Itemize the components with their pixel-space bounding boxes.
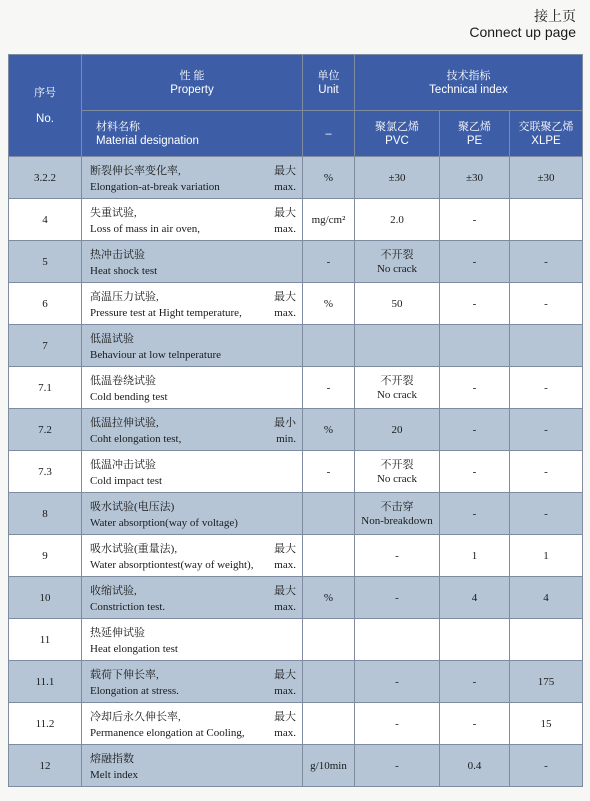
pvc-cell [355,367,440,409]
pvc-cell [355,283,440,325]
pe-cell: 1 [440,535,510,577]
pvc-value-en: No crack [376,388,417,401]
row-number: 5 [9,241,82,283]
pvc-value: - [395,549,399,562]
row-number: 7.1 [9,367,82,409]
pe-cell: 0.4 [440,745,510,787]
xlpe-cell: 15 [510,703,583,745]
xlpe-cell [510,619,583,661]
property-qcn: 最小 [274,417,296,429]
property-en: Coht elongation test, [90,433,182,445]
header-unit-dash: – [303,111,355,157]
pvc-cell [355,619,440,661]
property-cell [82,199,303,241]
pvc-value: 不击穿 [380,500,414,513]
property-en: Melt index [90,769,138,781]
property-en: Behaviour at low telnperature [90,349,222,361]
header-pe: 聚乙烯 PE [440,111,510,157]
unit-cell: - [303,367,355,409]
row-number: 4 [9,199,82,241]
property-cn: 热冲击试验 [90,249,145,261]
pvc-value-en: No crack [376,262,417,275]
pe-cell: - [440,493,510,535]
pe-cell [440,619,510,661]
unit-cell: % [303,283,355,325]
xlpe-cell: 4 [510,577,583,619]
row-number: 8 [9,493,82,535]
unit-cell [303,703,355,745]
property-qcn: 最大 [274,291,296,303]
pvc-cell [355,577,440,619]
property-en: Water absorptiontest(way of weight), [90,559,254,571]
header-technical-index: 技术指标 Technical index [355,55,583,111]
unit-cell: % [303,157,355,199]
pe-cell: - [440,367,510,409]
pvc-value: - [395,591,399,604]
table-row [9,409,583,451]
pvc-cell [355,325,440,367]
pvc-cell [355,199,440,241]
property-cn: 低温冲击试验 [90,459,156,471]
table-row [9,577,583,619]
pe-cell: - [440,241,510,283]
header-unit: 单位 Unit [303,55,355,111]
property-cn: 失重试验, [90,207,137,219]
pe-cell: - [440,451,510,493]
xlpe-cell: - [510,409,583,451]
table-row [9,367,583,409]
property-qen: max. [274,559,296,571]
table-row [9,241,583,283]
pvc-value: 不开裂 [380,458,414,471]
property-cell [82,451,303,493]
pvc-value: - [395,759,399,772]
property-qen: max. [274,727,296,739]
row-number: 7.2 [9,409,82,451]
pvc-cell [355,493,440,535]
pe-cell: ±30 [440,157,510,199]
property-cn: 热延伸试验 [90,627,145,639]
xlpe-cell: 1 [510,535,583,577]
row-number: 7.3 [9,451,82,493]
continue-label-cn: 接上页 [534,10,576,25]
row-number: 7 [9,325,82,367]
unit-cell [303,619,355,661]
row-number: 11.2 [9,703,82,745]
property-cell [82,325,303,367]
property-qcn: 最大 [274,669,296,681]
property-cell [82,619,303,661]
property-cell [82,241,303,283]
xlpe-cell: - [510,241,583,283]
pe-cell: 4 [440,577,510,619]
xlpe-cell: ±30 [510,157,583,199]
xlpe-cell: - [510,283,583,325]
pvc-cell [355,703,440,745]
property-en: Pressure test at Hight temperature, [90,307,242,319]
header-material-designation: 材料名称 Material designation [82,111,303,157]
property-en: Constriction test. [90,601,166,613]
xlpe-cell: - [510,367,583,409]
xlpe-cell: - [510,493,583,535]
property-cn: 冷却后永久伸长率, [90,711,181,723]
property-cell [82,493,303,535]
xlpe-cell [510,199,583,241]
row-number: 12 [9,745,82,787]
property-qcn: 最大 [274,207,296,219]
table-row [9,493,583,535]
table-row [9,535,583,577]
pvc-cell [355,451,440,493]
unit-cell: % [303,577,355,619]
table-row [9,283,583,325]
property-cn: 断裂伸长率变化率, [90,165,181,177]
table-row [9,199,583,241]
unit-cell [303,493,355,535]
property-en: Permanence elongation at Cooling, [90,727,245,739]
property-cell [82,661,303,703]
table-row [9,661,583,703]
continue-label-en: Connect up page [469,24,576,40]
property-en: Elongation at stress. [90,685,179,697]
header-row-1 [9,55,583,111]
property-cn: 低温拉伸试验, [90,417,159,429]
property-en: Loss of mass in air oven, [90,223,200,235]
property-en: Cold impact test [90,475,163,487]
xlpe-cell: - [510,745,583,787]
property-qcn: 最大 [274,165,296,177]
property-qen: min. [276,433,296,445]
property-qen: max. [274,181,296,193]
pvc-value: 20 [391,423,403,436]
property-cn: 熔融指数 [90,753,134,765]
property-cn: 吸水试验(重量法), [90,543,178,555]
pe-cell: - [440,661,510,703]
row-number: 11 [9,619,82,661]
property-cn: 低温试验 [90,333,134,345]
property-en: Heat elongation test [90,643,178,655]
property-en: Heat shock test [90,265,158,277]
row-number: 10 [9,577,82,619]
pe-cell: - [440,409,510,451]
property-cell [82,703,303,745]
property-qcn: 最大 [274,585,296,597]
property-cell [82,157,303,199]
pe-cell: - [440,199,510,241]
pe-cell: - [440,283,510,325]
header-row-2 [9,111,583,157]
header-no: 序号 No. [9,55,82,157]
row-number: 9 [9,535,82,577]
xlpe-cell: - [510,451,583,493]
pe-cell [440,325,510,367]
property-cell [82,745,303,787]
unit-cell [303,535,355,577]
row-number: 11.1 [9,661,82,703]
pvc-cell [355,241,440,283]
pvc-value: - [395,675,399,688]
property-qen: max. [274,685,296,697]
unit-cell [303,661,355,703]
pvc-cell [355,535,440,577]
property-cn: 载荷下伸长率, [90,669,159,681]
header-xlpe: 交联聚乙烯 XLPE [510,111,583,157]
pvc-value: 不开裂 [380,248,414,261]
table-row [9,157,583,199]
xlpe-cell: 175 [510,661,583,703]
property-qcn: 最大 [274,711,296,723]
unit-cell [303,325,355,367]
pvc-value-en: Non-breakdown [361,514,433,527]
property-cell [82,283,303,325]
property-en: Cold bending test [90,391,168,403]
property-cell [82,367,303,409]
pvc-value: - [395,717,399,730]
property-en: Water absorption(way of voltage) [90,517,238,529]
property-cn: 高温压力试验, [90,291,159,303]
property-qen: max. [274,223,296,235]
pvc-cell [355,157,440,199]
unit-cell: % [303,409,355,451]
table-row [9,703,583,745]
property-cell [82,577,303,619]
table-row [9,451,583,493]
pvc-value: 50 [391,297,403,310]
pvc-cell [355,745,440,787]
property-cn: 低温卷绕试验 [90,375,156,387]
unit-cell: mg/cm² [303,199,355,241]
pvc-cell [355,661,440,703]
property-cell [82,535,303,577]
pvc-cell [355,409,440,451]
table-row [9,619,583,661]
property-cell [82,409,303,451]
table-row [9,745,583,787]
unit-cell: - [303,241,355,283]
header-property: 性 能 Property [82,55,303,111]
property-qen: max. [274,601,296,613]
table-row [9,325,583,367]
property-qcn: 最大 [274,543,296,555]
unit-cell: g/10min [303,745,355,787]
header-pvc: 聚氯乙烯 PVC [355,111,440,157]
property-qen: max. [274,307,296,319]
technical-spec-table [8,54,583,787]
pe-cell: - [440,703,510,745]
property-cn: 吸水试验(电压法) [90,501,175,513]
xlpe-cell [510,325,583,367]
pvc-value: ±30 [388,171,406,184]
pvc-value: 2.0 [390,213,404,226]
unit-cell: - [303,451,355,493]
pvc-value-en: No crack [376,472,417,485]
row-number: 3.2.2 [9,157,82,199]
pvc-value: 不开裂 [380,374,414,387]
property-en: Elongation-at-break variation [90,181,220,193]
row-number: 6 [9,283,82,325]
property-cn: 收缩试验, [90,585,137,597]
